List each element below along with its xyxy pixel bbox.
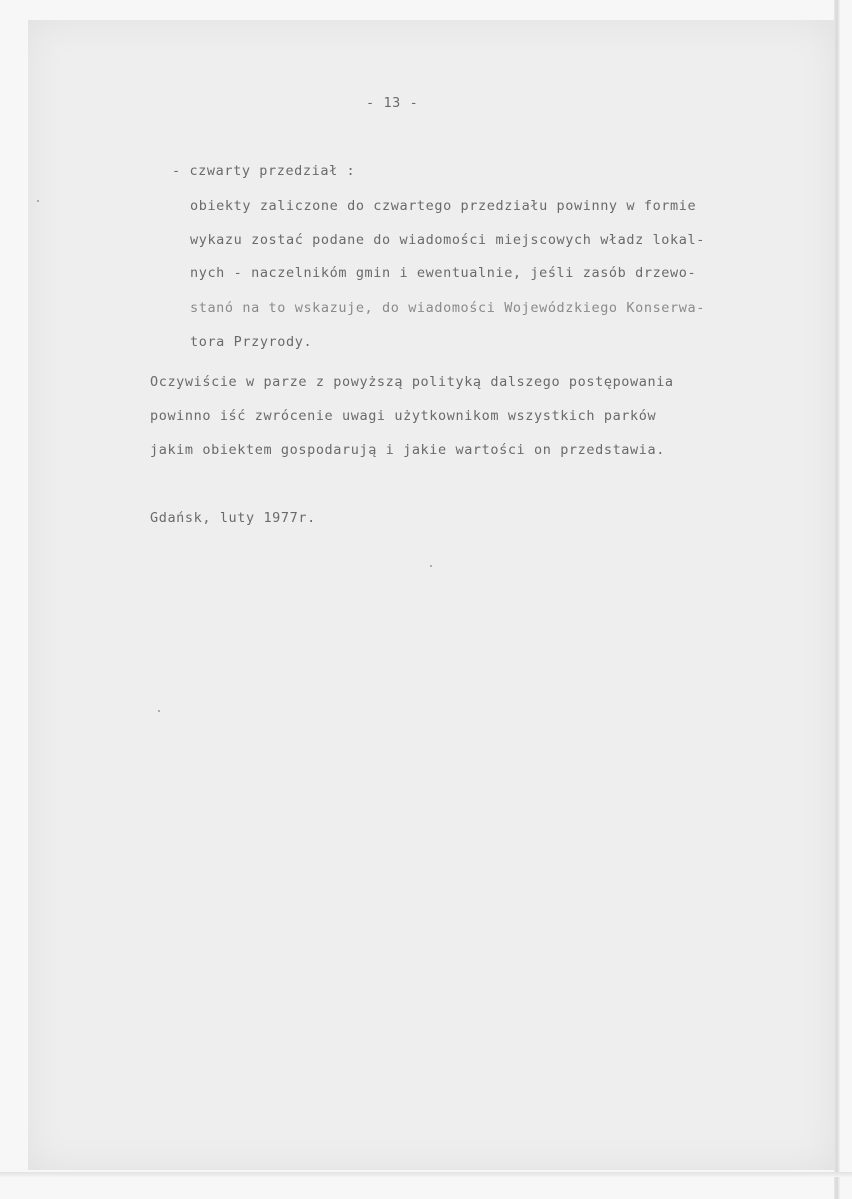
- section-line: wykazu zostać podane do wiadomości miejscowych władz lokal-: [190, 232, 705, 248]
- page-number: - 13 -: [366, 95, 419, 111]
- page-edge-bottom: [0, 1172, 852, 1177]
- place-date-line: Gdańsk, luty 1977r.: [150, 510, 316, 526]
- section-line: obiekty zaliczone do czwartego przedziału powinny w formie: [190, 198, 697, 214]
- section-line: nych - naczelnikóm gmin i ewentualnie, jeśli zasób drzewo-: [190, 265, 697, 281]
- paragraph-line: Oczywiście w parze z powyższą polityką dalszego postępowania: [150, 374, 674, 390]
- section-heading: - czwarty przedział :: [172, 163, 356, 179]
- scan-speck: [158, 710, 160, 712]
- scan-speck: [37, 200, 39, 202]
- section-line: stanó na to wskazuje, do wiadomości Wojewódzkiego Konserwa-: [190, 300, 705, 316]
- paragraph-line: powinno iść zwrócenie uwagi użytkownikom wszystkich parków: [150, 408, 657, 424]
- section-line: tora Przyrody.: [190, 334, 313, 350]
- paragraph-line: jakim obiektem gospodarują i jakie wartości on przedstawia.: [150, 442, 665, 458]
- paper-sheet: [28, 20, 834, 1170]
- scan-speck: [430, 565, 432, 567]
- page-edge-right: [834, 0, 840, 1199]
